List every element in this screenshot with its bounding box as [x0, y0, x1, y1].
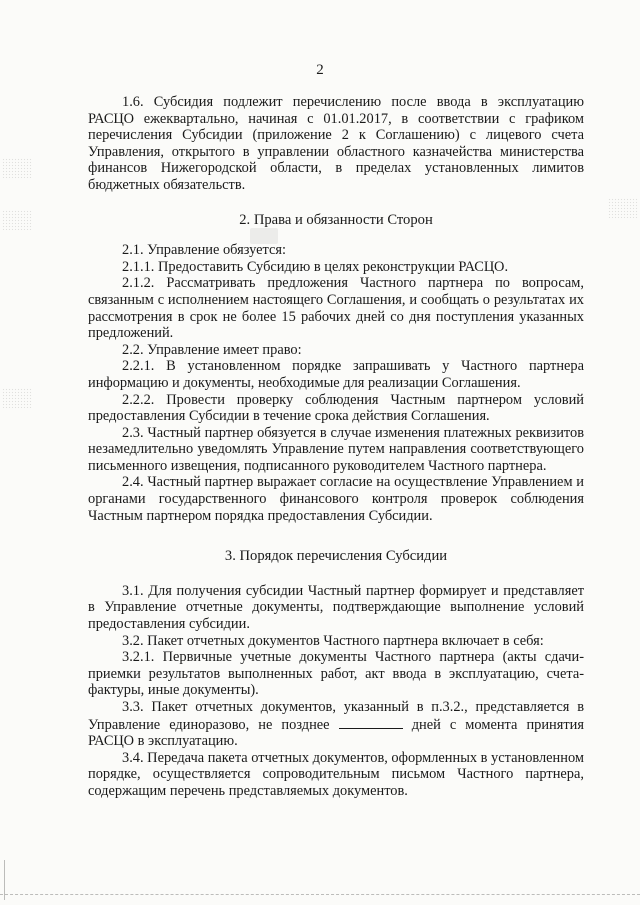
- scan-noise: [2, 388, 32, 408]
- clause-1-6: 1.6. Субсидия подлежит перечислению после ввода в эксплуатацию РАСЦО ежеквартально, начиная с 01.01.2017, в соответствии с графиком перечисления Субсидии (приложение 2 к Соглашению) с лицевого счета Управления, открытого в управлении областного казначейства министерства финансов Нижегородской области, в пределах установленных лимитов бюджетных обязательств.: [88, 94, 584, 193]
- clause-3-3-text-before: 3.3. Пакет отчетных документов, указанный в п.3.2., представляется в Управление единоразово, не позднее: [88, 699, 584, 733]
- clause-2-1-1: 2.1.1. Предоставить Субсидию в целях реконструкции РАСЦО.: [122, 258, 509, 275]
- scan-noise: [608, 198, 638, 218]
- clause-3-1: 3.1. Для получения субсидии Частный партнер формирует и представляет в Управление отчетные документы, подтверждающие выполнение условий предоставления субсидии.: [88, 582, 584, 633]
- clause-3-2: 3.2. Пакет отчетных документов Частного партнера включает в себя:: [122, 632, 544, 649]
- clause-3-3-text-after: дней с момента принятия РАСЦО в эксплуатацию.: [88, 716, 584, 750]
- page-number: 2: [316, 62, 324, 78]
- clause-2-1: 2.1. Управление обязуется:: [122, 242, 286, 259]
- scan-noise: [2, 210, 32, 230]
- clause-2-1-2: 2.1.2. Рассматривать предложения Частного партнера по вопросам, связанным с исполнением настоящего Соглашения, и сообщать о результатах их рассмотрения в срок не более 15 рабочих дней со дня поступления указанных предложений.: [88, 275, 584, 342]
- scan-smudge: [250, 228, 278, 244]
- section-2-heading: 2. Права и обязанности Сторон: [239, 211, 433, 228]
- blank-days-field: [339, 716, 403, 729]
- clause-3-4: 3.4. Передача пакета отчетных документов, оформленных в установленном порядке, осуществляется сопроводительным письмом Частного партнера, содержащим перечень представляемых документов.: [88, 749, 584, 799]
- clause-2-2-1: 2.2.1. В установленном порядке запрашивать у Частного партнера информацию и документы, необходимые для реализации Соглашения.: [88, 358, 584, 391]
- clause-3-3: [88, 699, 584, 750]
- clause-2-3: 2.3. Частный партнер обязуется в случае изменения платежных реквизитов незамедлительно уведомлять Управление путем направления соответствующего письменного извещения, подписанного руководителем Частного партнера.: [88, 424, 584, 474]
- clause-2-2: 2.2. Управление имеет право:: [122, 341, 302, 358]
- clause-2-2-2: 2.2.2. Провести проверку соблюдения Частным партнером условий предоставления Субсидии в течение срока действия Соглашения.: [88, 391, 584, 425]
- clause-2-4: 2.4. Частный партнер выражает согласие на осуществление Управлением и органами государственного финансового контроля проверок соблюдения Частным партнером порядка предоставления Субсидии.: [88, 474, 584, 524]
- section-3-heading: 3. Порядок перечисления Субсидии: [224, 548, 448, 565]
- scan-bottom-edge: [0, 893, 640, 895]
- scan-noise: [2, 158, 32, 178]
- document-body: [88, 94, 584, 800]
- clause-3-2-1: 3.2.1. Первичные учетные документы Частного партнера (акты сдачи-приемки результатов выполненных работ, акт ввода в эксплуатацию, счета-фактуры, иные документы).: [88, 649, 584, 699]
